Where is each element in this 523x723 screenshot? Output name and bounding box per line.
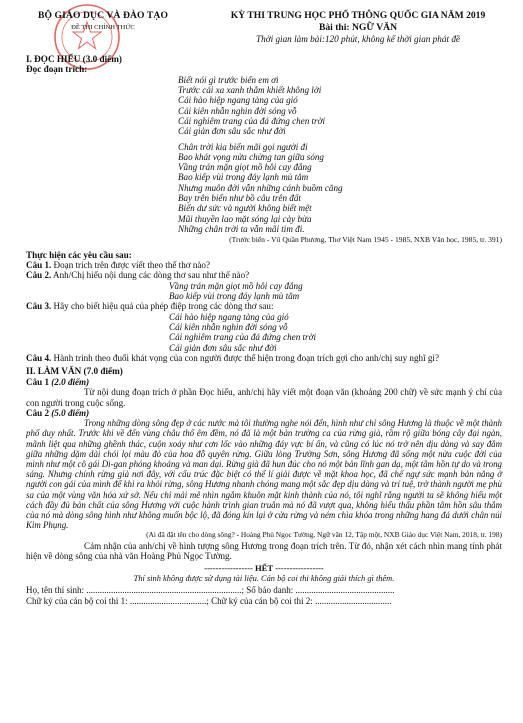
exam-title: KỲ THI TRUNG HỌC PHỔ THÔNG QUỐC GIA NĂM 2019: [230, 10, 486, 21]
quote-line: Cái nghiêm trang của đá đứng chen trời: [169, 332, 316, 343]
question-label: Câu 2: [26, 407, 49, 418]
quote-line: Cái hào hiệp ngang tàng của gió: [169, 311, 289, 322]
end-marker: ----------------- HẾT -----------------: [204, 563, 324, 574]
poem-line: Những chân trời ta vẫn mãi tìm đi.: [178, 223, 305, 234]
exam-content: [26, 54, 502, 607]
quote-line: Cái kiên nhẫn nghìn đời sóng vỗ: [169, 322, 288, 333]
poem-source: (Trước biển - Vũ Quần Phương, Thơ Việt Nam 1945 - 1985, NXB Văn học, 1985, tr. 391): [229, 235, 502, 245]
requirements-heading: Thực hiện các yêu cầu sau:: [26, 249, 132, 260]
question-3: [26, 301, 502, 311]
question-label: Câu 1: [26, 376, 49, 387]
question-points: (5.0 điểm): [51, 407, 90, 418]
exam-note: Thí sinh không được sử dụng tài liệu. Cán bộ coi thi không giải thích gì thêm.: [133, 573, 395, 583]
question-4: [26, 353, 502, 363]
proctor-1-signature-field: Chữ ký của cán bộ coi thi 1: ..................................;: [26, 596, 209, 607]
prose-excerpt: Trong những dòng sông đẹp ở các nước mà tôi thường nghe nói đến, hình như chỉ sông Hương là thuộc về một thành phố duy nhất. Trước khi về đến vùng châu thổ êm đềm, nó đã là một bản trường ca của rừng già, rầm rộ giữa bóng cây đại ngàn, mãnh liệt qua những ghềnh thác, cuộn xoáy như cơn lốc vào những đáy vực bí ẩn, và cũng có lúc nó trở nên dịu dàng và say đắm giữa những dặm dài chói lọi màu đỏ của hoa đỗ quyên rừng. Giữa lòng Trường Sơn, sông Hương đã sống một nửa cuộc đời của mình như một cô gái Di-gan phóng khoáng và man dại. Rừng già đã hun đúc cho nó một bản lĩnh gan dạ, một tâm hồn tự do và trong sáng. Nhưng chính rừng già nơi đây, với cấu trúc đặc biệt có thể lí giải được về mặt khoa học, đã chế ngự sức mạnh bản năng ở người con gái của mình để khi ra khỏi rừng, sông Hương nhanh chóng mang một sắc đẹp dịu dàng và trí tuệ, trở thành người mẹ phù sa của một vùng văn hóa xứ sở. Nếu chỉ mải mê nhìn ngắm khuôn mặt kinh thành của nó, tôi nghĩ rằng người ta sẽ không hiểu một cách đầy đủ bản chất của sông Hương với cuộc hành trình gian truân mà nó đã vượt qua, không hiểu thấu phần tâm hồn sâu thẳm của nó mà dòng sông hình như không muốn bộc lộ, đã đóng kín lại ở cửa rừng và ném chìa khóa trong những hang đá dưới chân núi Kim Phụng.: [26, 418, 502, 531]
exam-duration: Thời gian làm bài:120 phút, không kể thời gian phát đề: [255, 34, 460, 44]
poem-line: Cái nghiêm trang của đá đứng chen trời: [178, 116, 325, 126]
poem-line: Mũi thuyền lao mặt sóng lại cày bừa: [178, 213, 312, 224]
poem-line: Cái giản đơn sâu sắc như đời: [178, 126, 286, 137]
reading-section-heading: I. ĐỌC HIỂU (3.0 điểm): [26, 54, 122, 64]
question-points: (2.0 điểm): [51, 376, 90, 387]
writing-section-heading: II. LÀM VĂN (7.0 điểm): [26, 366, 123, 377]
question-1: [26, 260, 502, 270]
poem-line: Bao khát vọng nửa chừng tan giữa sóng: [178, 151, 324, 162]
exam-header: [0, 5, 523, 51]
writing-question-1-heading: [26, 377, 502, 387]
poem-line: Chân trời kia biển mãi gọi người đi: [178, 141, 308, 152]
proctor-2-signature-field: Chữ ký của cán bộ coi thi 2: ..................................: [211, 596, 392, 607]
writing-question-2-heading: [26, 408, 502, 418]
poem-line: Cái hào hiệp ngang tàng của gió: [178, 95, 298, 106]
question-text: Hành trình theo đuổi khát vọng của con người được thể hiện trong đoạn trích gợi cho anh/chị suy nghĩ gì?: [53, 353, 439, 364]
candidate-id-field: Số báo danh: ............................................: [246, 584, 395, 595]
question-2-quote: [169, 281, 502, 302]
question-text: Đoạn trích trên được viết theo thể thơ nào?: [53, 260, 211, 271]
ministry-name: BỘ GIÁO DỤC VÀ ĐÀO TẠO: [37, 10, 169, 21]
poem-line: Biết nói gì trước biển em ơi: [178, 74, 279, 85]
poem-excerpt: [178, 75, 502, 234]
prose-source: (Ai đã đặt tên cho dòng sông? - Hoàng Phủ Ngọc Tường, Ngữ văn 12, Tập một, NXB Giáo dục Việt Nam, 2018, tr. 198): [146, 530, 502, 540]
proctor-signature-row: [26, 596, 502, 606]
reading-instruction: Đọc đoạn trích:: [26, 64, 88, 75]
candidate-info-row: [26, 585, 502, 595]
poem-line: Bay trên biển như bồ câu trên đất: [178, 193, 301, 204]
exam-subject: Bài thi: NGỮ VĂN: [318, 22, 398, 33]
poem-line: Trước cái xa xanh thẳm khiết không lời: [178, 85, 322, 96]
exam-info-block: [208, 10, 508, 44]
poem-line: Nhưng muôn đời vẫn những cánh buồm căng: [178, 182, 343, 193]
question-text: Anh/Chị hiểu nội dung các dòng thơ sau như thế nào?: [53, 270, 250, 281]
writing-question-2-task: Cảm nhận của anh/chị về hình tượng sông Hương trong đoạn trích trên. Từ đó, nhận xét cách nhìn mang tính phát hiện về dòng sông của nhà văn Hoàng Phủ Ngọc Tường.: [26, 540, 502, 561]
question-label: Câu 1.: [26, 260, 52, 271]
question-label: Câu 4.: [26, 353, 52, 364]
writing-question-1-text: Từ nội dung đoạn trích ở phần Đọc hiểu, anh/chị hãy viết một đoạn văn (khoảng 200 chữ) về sức mạnh ý chí của con người trong cuộc sống.: [26, 387, 502, 408]
question-label: Câu 3.: [26, 301, 52, 312]
poem-line: Biển dư sức và người không biết mệt: [178, 203, 312, 214]
question-label: Câu 2.: [26, 270, 52, 281]
official-exam-label: ĐỀ THI CHÍNH THỨC: [71, 24, 135, 31]
poem-line: Cái kiên nhẫn nghìn đời sóng vỗ: [178, 105, 297, 116]
poem-line: Vầng trán mặn giọt mồ hôi cay đắng: [178, 162, 312, 173]
question-2: [26, 270, 502, 280]
quote-line: Bao kiếp vùi trong đáy lạnh mù tăm: [169, 291, 300, 302]
quote-line: Vầng trán mặn giọt mồ hôi cay đắng: [169, 280, 303, 291]
quote-line: Cái giản đơn sâu sắc như đời: [169, 342, 277, 353]
poem-line: Bao kiếp vùi trong đáy lạnh mù tăm: [178, 172, 309, 183]
candidate-name-field: Họ, tên thí sinh: .....................................................................;: [26, 584, 244, 595]
question-3-quote: [169, 312, 502, 353]
question-text: Hãy cho biết hiệu quả của phép điệp trong các dòng thơ sau:: [53, 301, 274, 312]
issuer-block: [28, 10, 178, 31]
